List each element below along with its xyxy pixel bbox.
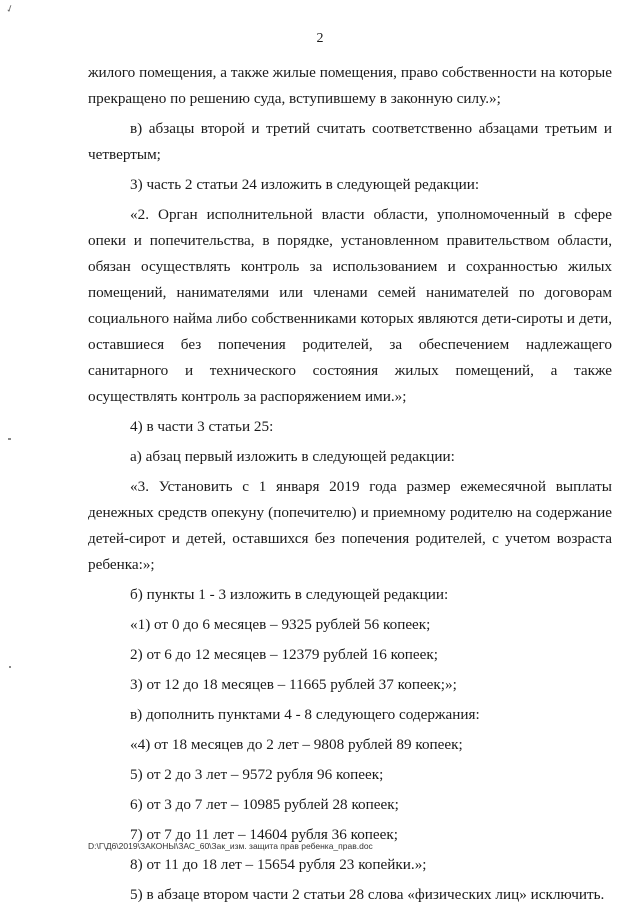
file-path-footer: D:\Г\Д6\2019\ЗАКОНЫ\ЗАС_60\Зак_изм. защита прав ребенка_прав.doc xyxy=(88,841,373,851)
paragraph: «2. Орган исполнительной власти области, уполномоченный в сфере опеки и попечительства, в порядке, установленном правительством области, обязан осуществлять контроль за использованием и сохранностью жилых помещений, нанимателями или членами семей нанимателей по договорам социального найма либо собственниками которых являются дети-сироты и дети, оставшиеся без попечения родителей, за обеспечением надлежащего санитарного и технического состояния жилых помещений, а также осуществлять контроль за распоряжением ими.»; xyxy=(88,206,612,405)
list-item: 6) от 3 до 7 лет – 10985 рублей 28 копеек; xyxy=(130,796,399,813)
list-item: 8) от 11 до 18 лет – 15654 рубля 23 копейки.»; xyxy=(130,856,427,873)
list-item: «1) от 0 до 6 месяцев – 9325 рублей 56 копеек; xyxy=(130,616,431,633)
paragraph: в) абзацы второй и третий считать соответственно абзацами третьим и четвертым; xyxy=(88,120,612,163)
list-item: 5) от 2 до 3 лет – 9572 рубля 96 копеек; xyxy=(130,766,384,783)
scan-speck xyxy=(8,438,11,440)
list-item: 3) от 12 до 18 месяцев – 11665 рублей 37 копеек;»; xyxy=(130,676,457,693)
page-number: 2 xyxy=(316,31,324,46)
document-body xyxy=(88,60,612,908)
paragraph: «3. Установить с 1 января 2019 года размер ежемесячной выплаты денежных средств опекуну (попечителю) и приемному родителю на содержание детей-сирот и детей, оставшихся без попечения родителей, с учетом возраста ребенка:»; xyxy=(88,478,612,573)
scan-mark-icon: ✓ xyxy=(4,2,17,17)
list-item: 7) от 7 до 11 лет – 14604 рубля 36 копеек; xyxy=(130,826,399,843)
paragraph: 5) в абзаце втором части 2 статьи 28 слова «физических лиц» исключить. xyxy=(130,886,605,903)
paragraph: а) абзац первый изложить в следующей редакции: xyxy=(130,448,455,465)
scan-speck xyxy=(9,666,11,668)
list-item: в) дополнить пунктами 4 - 8 следующего содержания: xyxy=(130,706,480,723)
list-item: 2) от 6 до 12 месяцев – 12379 рублей 16 копеек; xyxy=(130,646,438,663)
list-item: «4) от 18 месяцев до 2 лет – 9808 рублей 89 копеек; xyxy=(130,736,463,753)
list-item: б) пункты 1 - 3 изложить в следующей редакции: xyxy=(130,586,449,603)
paragraph: 4) в части 3 статьи 25: xyxy=(130,418,274,435)
paragraph: 3) часть 2 статьи 24 изложить в следующей редакции: xyxy=(130,176,480,193)
paragraph: жилого помещения, а также жилые помещения, право собственности на которые прекращено по решению суда, вступившему в законную силу.»; xyxy=(88,64,612,107)
